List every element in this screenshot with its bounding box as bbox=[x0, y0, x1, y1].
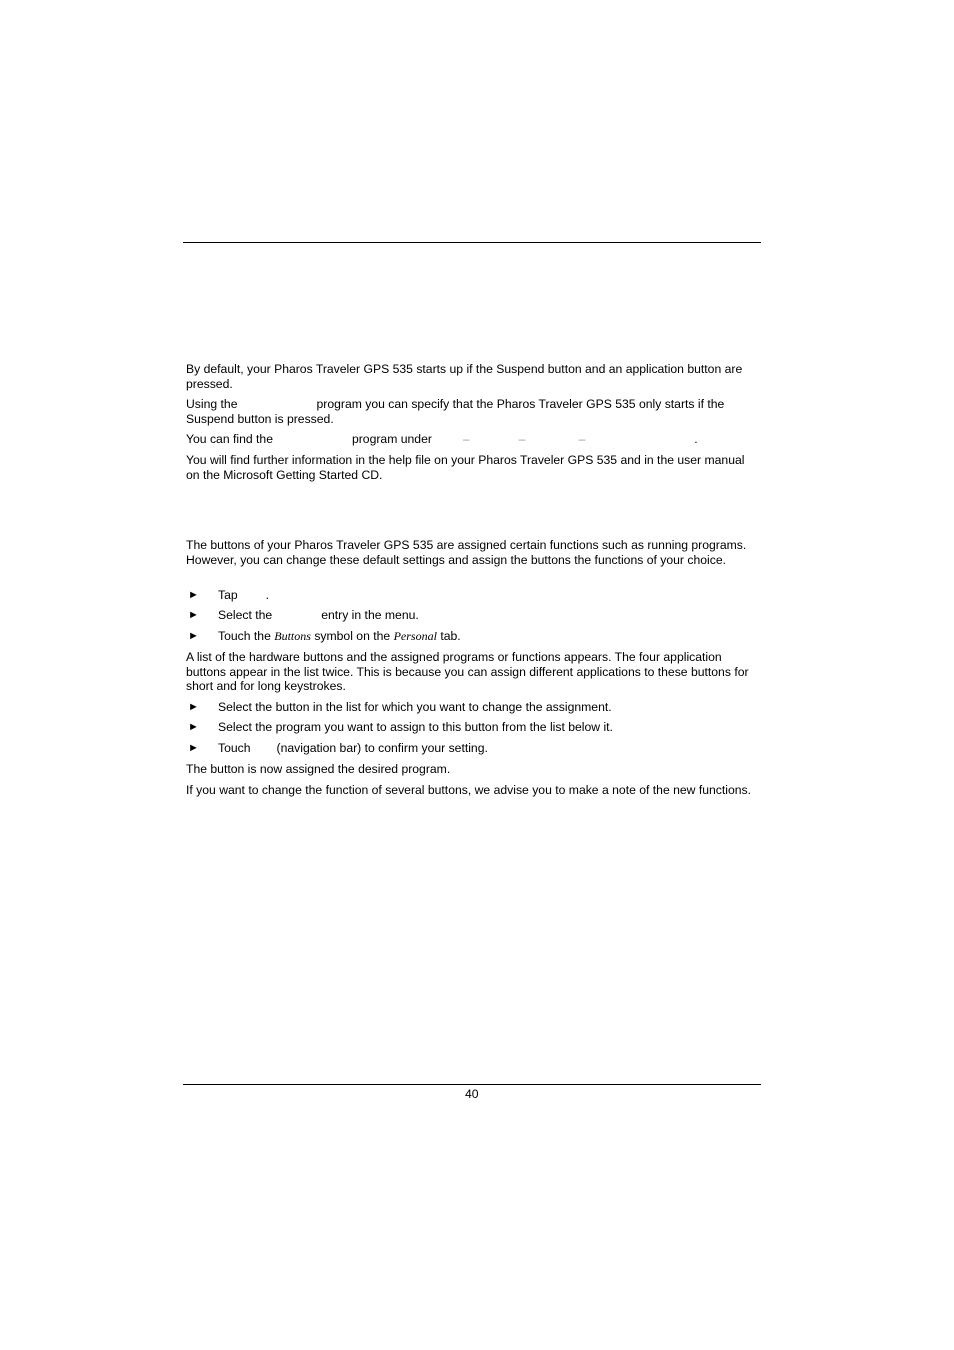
path-separator: – bbox=[462, 432, 470, 446]
bullet-arrow-icon: ► bbox=[188, 630, 199, 642]
bullet-arrow-icon: ► bbox=[188, 701, 199, 713]
step-select-button bbox=[186, 700, 758, 716]
bullet-arrow-icon: ► bbox=[188, 721, 199, 733]
paragraph-button-list: A list of the hardware buttons and the assigned programs or functions appears. The four application buttons appear in the list twice. This is because you can assign different applications to these buttons for short and for long keystrokes. bbox=[186, 650, 749, 694]
paragraph-find-program bbox=[186, 432, 758, 447]
bullet-arrow-icon: ► bbox=[188, 742, 199, 754]
footer-rule bbox=[183, 1084, 761, 1085]
step-text: Touch (navigation bar) to confirm your setting. bbox=[218, 741, 488, 755]
text-using-the: Using the bbox=[186, 397, 238, 411]
page-number: 40 bbox=[465, 1087, 479, 1101]
step-text: Touch the Buttons symbol on the Personal tab. bbox=[218, 629, 461, 643]
step-text: Select the program you want to assign to this button from the list below it. bbox=[218, 720, 613, 734]
paragraph-suspend-program bbox=[186, 397, 758, 426]
paragraph-further-info: You will find further information in the help file on your Pharos Traveler GPS 535 and in the user manual on the Microsoft Getting Started CD. bbox=[186, 453, 745, 482]
paragraph-buttons-intro: The buttons of your Pharos Traveler GPS 535 are assigned certain functions such as running programs. However, you can change these default settings and assign the buttons the functions of your choice. bbox=[186, 538, 747, 567]
text-period: . bbox=[694, 432, 698, 446]
step-select-entry bbox=[186, 608, 758, 624]
paragraph-default-startup: By default, your Pharos Traveler GPS 535 starts up if the Suspend button and an application button are pressed. bbox=[186, 362, 743, 391]
step-touch-buttons bbox=[186, 629, 758, 645]
step-confirm bbox=[186, 741, 758, 757]
path-separator: – bbox=[578, 432, 586, 446]
paragraph-note: If you want to change the function of several buttons, we advise you to make a note of the new functions. bbox=[186, 783, 752, 797]
path-separator: – bbox=[518, 432, 526, 446]
step-text: Select the button in the list for which you want to change the assignment. bbox=[218, 700, 612, 714]
text-you-can-find: You can find the bbox=[186, 432, 273, 446]
bullet-arrow-icon: ► bbox=[188, 589, 199, 601]
paragraph-assigned: The button is now assigned the desired program. bbox=[186, 762, 451, 776]
step-tap bbox=[186, 588, 758, 604]
buttons-symbol-label: Buttons bbox=[274, 629, 311, 643]
header-rule bbox=[183, 242, 761, 243]
text-program-under: program under bbox=[351, 432, 432, 446]
step-text: Tap . bbox=[218, 588, 270, 602]
personal-tab-label: Personal bbox=[393, 629, 437, 643]
text-program-specify: program you can specify that the Pharos Traveler GPS 535 only starts if the Suspend button is pressed. bbox=[186, 397, 725, 426]
bullet-arrow-icon: ► bbox=[188, 609, 199, 621]
step-select-program bbox=[186, 720, 758, 736]
step-text: Select the entry in the menu. bbox=[218, 608, 419, 622]
